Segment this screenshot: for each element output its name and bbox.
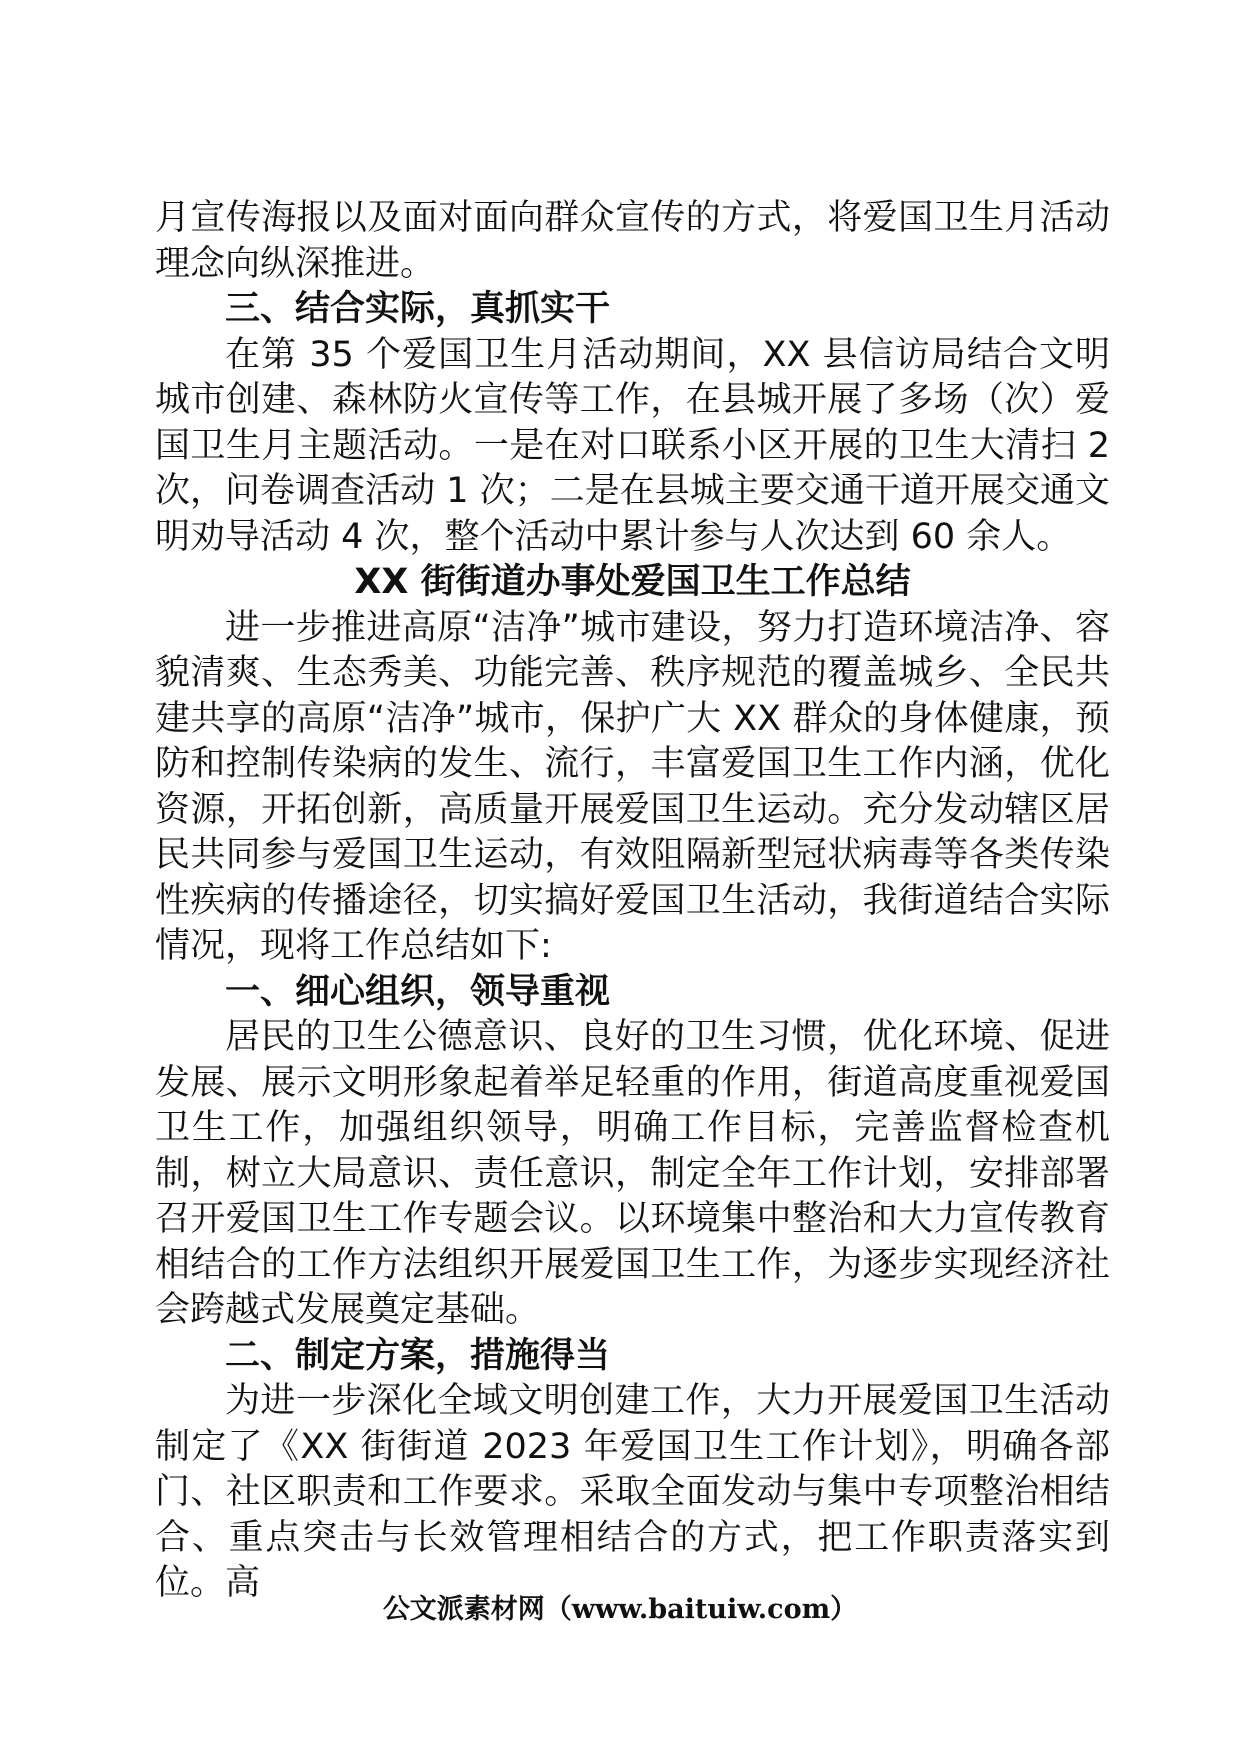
section-heading-2: 二、制定方案，措施得当 xyxy=(225,1335,611,1376)
paragraph-intro: 进一步推进高原“洁净”城市建设，努力打造环境洁净、容貌清爽、生态秀美、功能完善、秩序规范的覆盖城乡、全民共建共享的高原“洁净”城市，保护广大 XX 群众的身体健康，预防和控制传染病的发生、流行，丰富爱国卫生工作内涵，优化资源，开拓创新，高质量开展爱国卫生运动。充分发动辖区居民共同参与爱国卫生运动，有效阻隔新型冠状病毒等各类传染性疾病的传播途径，切实搞好爱国卫生活动，我街道结合实际情况，现将工作总结如下: xyxy=(155,607,1110,966)
paragraph-activities: 在第 35 个爱国卫生月活动期间，XX 县信访局结合文明城市创建、森林防火宣传等工作，在县城开展了多场（次）爱国卫生月主题活动。一是在对口联系小区开展的卫生大清扫 2 次，问卷调查活动 1 次；二是在县城主要交通干道开展交通文明劝导活动 4 次，整个活动中累计参与人次达到 60 余人。 xyxy=(155,334,1110,557)
paragraph-organization: 居民的卫生公德意识、良好的卫生习惯，优化环境、促进发展、展示文明形象起着举足轻重的作用，街道高度重视爱国卫生工作，加强组织领导，明确工作目标，完善监督检查机制，树立大局意识、责任意识，制定全年工作计划，安排部署召开爱国卫生工作专题会议。以环境集中整治和大力宣传教育相结合的工作方法组织开展爱国卫生工作，为逐步实现经济社会跨越式发展奠定基础。 xyxy=(155,1017,1110,1330)
document-title: XX 街街道办事处爱国卫生工作总结 xyxy=(354,562,911,602)
section-heading-1: 一、细心组织，领导重视 xyxy=(225,971,611,1012)
paragraph-plan: 为进一步深化全域文明创建工作，大力开展爱国卫生活动制定了《XX 街街道 2023 年爱国卫生工作计划》，明确各部门、社区职责和工作要求。采取全面发动与集中专项整治相结合、重点突击与长效管理相结合的方式，把工作职责落实到位。高 xyxy=(155,1381,1110,1603)
footer-watermark: 公文派素材网（www.baituiw.com） xyxy=(382,1594,858,1625)
section-heading-3: 三、结合实际，真抓实干 xyxy=(225,289,611,329)
document-body xyxy=(155,196,1110,1607)
paragraph-continuation: 月宣传海报以及面对面向群众宣传的方式，将爱国卫生月活动理念向纵深推进。 xyxy=(155,198,1110,284)
